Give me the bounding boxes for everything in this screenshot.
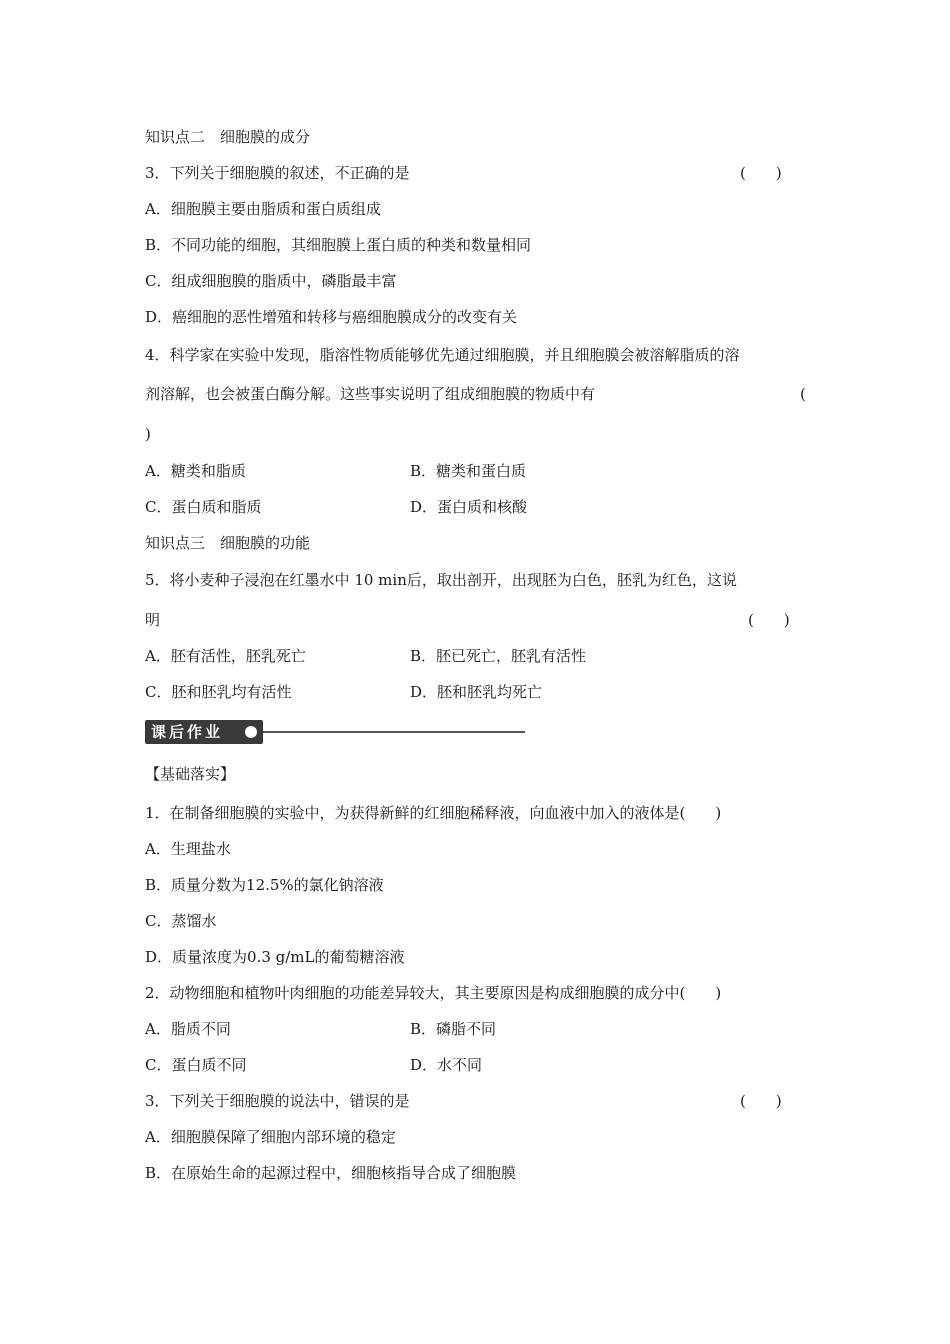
option-c: C．蛋白质和脂质 — [145, 498, 262, 516]
banner-label-box — [145, 720, 263, 744]
homework-banner — [145, 720, 525, 744]
option-c: C．蒸馏水 — [145, 912, 217, 930]
option-a: A．脂质不同 — [145, 1020, 231, 1038]
option-c: C．蛋白质不同 — [145, 1056, 247, 1074]
question-stem: 1．在制备细胞膜的实验中，为获得新鲜的红细胞稀释液，向血液中加入的液体是( ) — [145, 804, 722, 822]
question-stem: 3．下列关于细胞膜的叙述，不正确的是 — [145, 164, 410, 182]
option-c: C．胚和胚乳均有活性 — [145, 683, 292, 701]
banner-divider — [263, 731, 525, 733]
option-d: D．癌细胞的恶性增殖和转移与癌细胞膜成分的改变有关 — [145, 308, 518, 326]
answer-blank-open: ( — [800, 385, 806, 403]
option-d: D．蛋白质和核酸 — [410, 498, 528, 516]
option-a: A．糖类和脂质 — [145, 462, 246, 480]
option-b: B．糖类和蛋白质 — [410, 462, 527, 480]
answer-blank: ( ) — [740, 1092, 782, 1110]
question-stem-continued: 明 — [145, 611, 161, 629]
question-stem: 4．科学家在实验中发现，脂溶性物质能够优先通过细胞膜，并且细胞膜会被溶解脂质的溶 — [145, 346, 740, 364]
homework-heading: 【基础落实】 — [145, 765, 236, 783]
banner-dot-icon — [245, 726, 257, 738]
option-b: B．胚已死亡，胚乳有活性 — [410, 647, 587, 665]
banner-title: 课后作业 — [151, 723, 224, 741]
section-heading: 知识点二 细胞膜的成分 — [145, 128, 311, 146]
question-stem: 3．下列关于细胞膜的说法中，错误的是 — [145, 1092, 410, 1110]
question-stem-continued: 剂溶解，也会被蛋白酶分解。这些事实说明了组成细胞膜的物质中有 — [145, 385, 596, 403]
option-b: B．磷脂不同 — [410, 1020, 497, 1038]
option-d: D．质量浓度为0.3 g/mL的葡萄糖溶液 — [145, 948, 405, 966]
answer-blank-close: ) — [145, 425, 151, 443]
answer-blank: ( ) — [748, 611, 790, 629]
option-d: D．水不同 — [410, 1056, 483, 1074]
section-heading: 知识点三 细胞膜的功能 — [145, 534, 311, 552]
answer-blank: ( ) — [740, 164, 782, 182]
option-c: C．组成细胞膜的脂质中，磷脂最丰富 — [145, 272, 397, 290]
option-a: A．生理盐水 — [145, 840, 231, 858]
option-a: A．胚有活性，胚乳死亡 — [145, 647, 306, 665]
option-b: B．在原始生命的起源过程中，细胞核指导合成了细胞膜 — [145, 1164, 517, 1182]
question-stem: 2．动物细胞和植物叶肉细胞的功能差异较大，其主要原因是构成细胞膜的成分中( ) — [145, 984, 722, 1002]
question-stem: 5．将小麦种子浸泡在红墨水中 10 min后，取出剖开，出现胚为白色，胚乳为红色，这说 — [145, 571, 737, 589]
option-a: A．细胞膜保障了细胞内部环境的稳定 — [145, 1128, 396, 1146]
option-b: B．不同功能的细胞，其细胞膜上蛋白质的种类和数量相同 — [145, 236, 532, 254]
option-a: A．细胞膜主要由脂质和蛋白质组成 — [145, 200, 381, 218]
option-b: B．质量分数为12.5%的氯化钠溶液 — [145, 876, 384, 894]
option-d: D．胚和胚乳均死亡 — [410, 683, 543, 701]
